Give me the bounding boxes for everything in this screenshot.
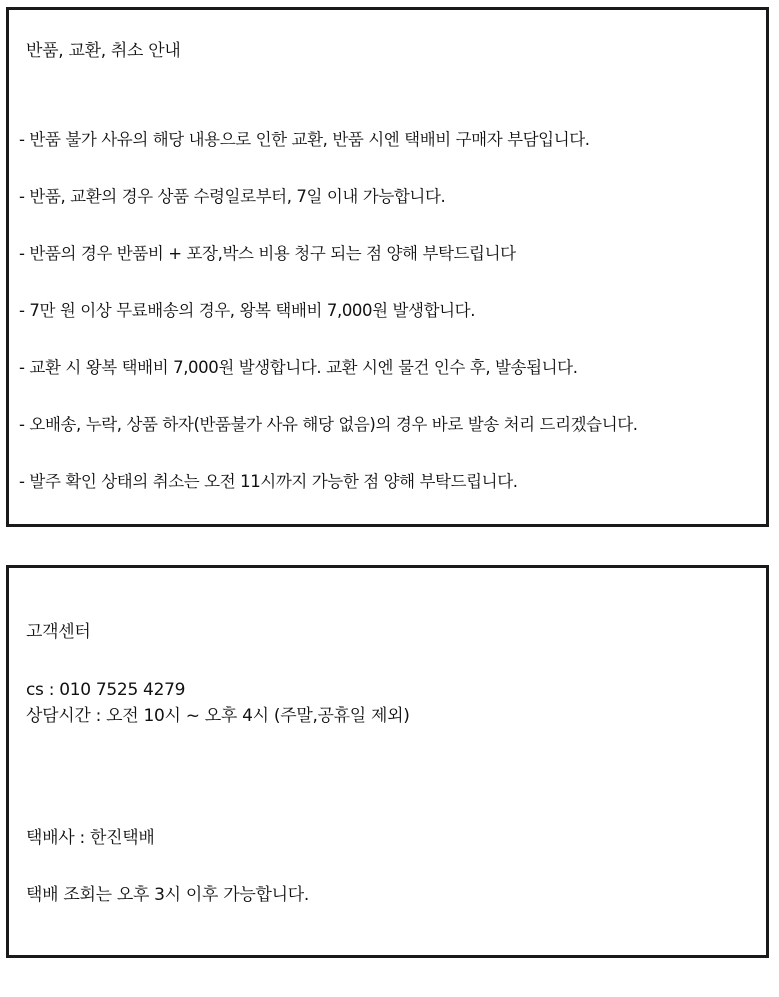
- notice-title: 반품, 교환, 취소 안내: [26, 41, 181, 61]
- consultation-hours-line: 상담시간 : 오전 10시 ~ 오후 4시 (주말,공휴일 제외): [26, 706, 410, 726]
- tracking-info-line: 택배 조회는 오후 3시 이후 가능합니다.: [26, 885, 309, 905]
- notice-item: - 교환 시 왕복 택배비 7,000원 발생합니다. 교환 시엔 물건 인수 후, 발송됩니다.: [19, 358, 578, 377]
- notice-item: - 발주 확인 상태의 취소는 오전 11시까지 가능한 점 양해 부탁드립니다.: [19, 472, 518, 491]
- cs-phone-line: cs : 010 7525 4279: [26, 680, 186, 700]
- notice-item: - 반품 불가 사유의 해당 내용으로 인한 교환, 반품 시엔 택배비 구매자 부담입니다.: [19, 130, 590, 149]
- customer-center-info: [6, 565, 769, 958]
- notice-item: - 반품, 교환의 경우 상품 수령일로부터, 7일 이내 가능합니다.: [19, 187, 446, 206]
- return-exchange-cancel-notice: [6, 7, 769, 527]
- notice-item: - 오배송, 누락, 상품 하자(반품불가 사유 해당 없음)의 경우 바로 발송 처리 드리겠습니다.: [19, 415, 638, 434]
- notice-item: - 반품의 경우 반품비 + 포장,박스 비용 청구 되는 점 양해 부탁드립니다: [19, 244, 516, 263]
- courier-line: 택배사 : 한진택배: [26, 828, 155, 848]
- notice-item: - 7만 원 이상 무료배송의 경우, 왕복 택배비 7,000원 발생합니다.: [19, 301, 476, 320]
- customer-center-title: 고객센터: [26, 622, 91, 642]
